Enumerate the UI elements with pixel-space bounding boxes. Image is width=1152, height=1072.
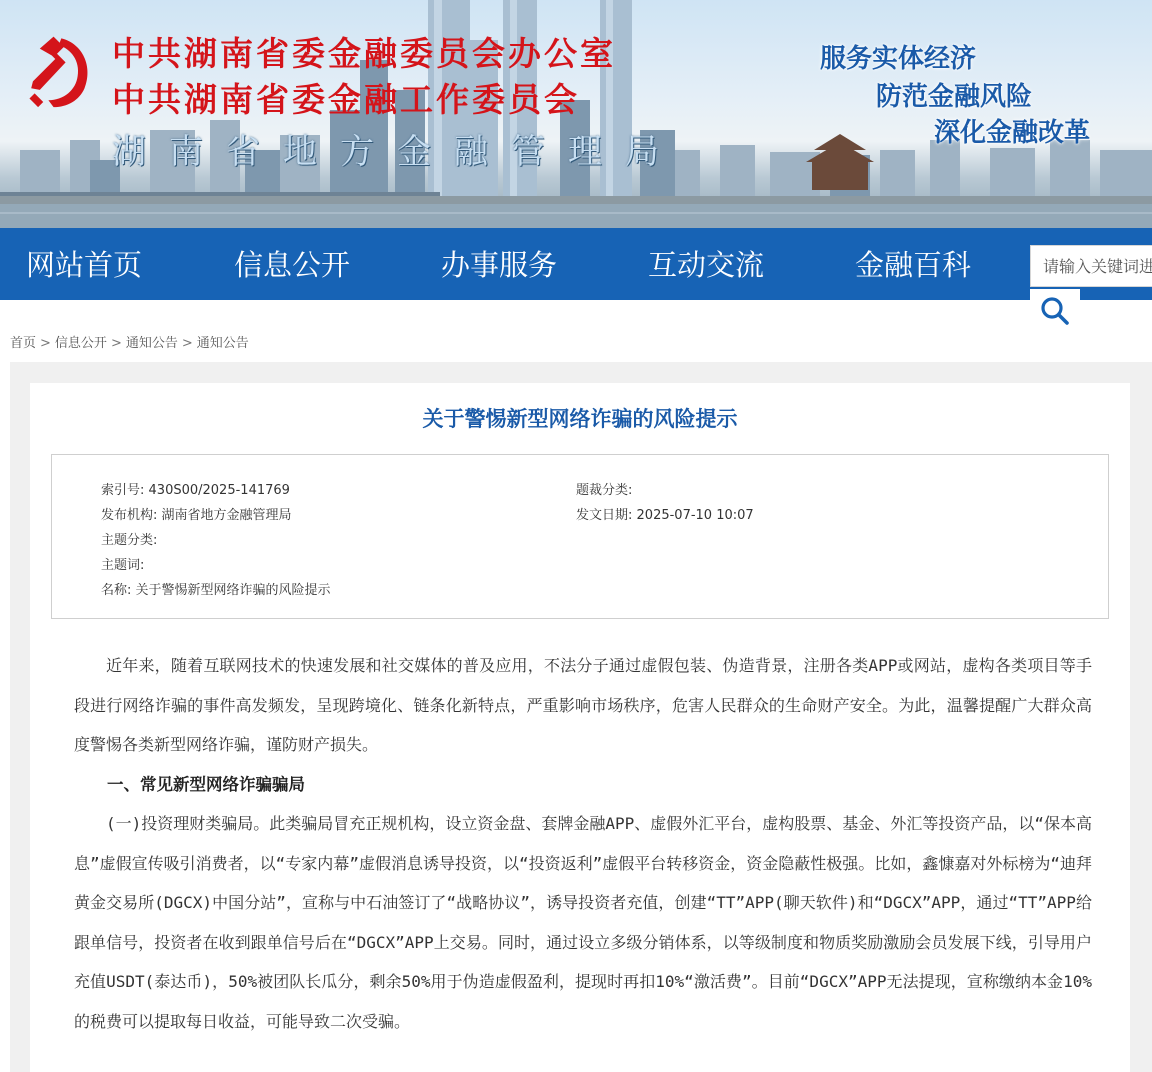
meta-date-label: 发文日期: bbox=[576, 508, 633, 523]
breadcrumb-separator: > bbox=[181, 336, 193, 351]
nav-item-interaction[interactable]: 互动交流 bbox=[648, 248, 765, 282]
breadcrumb-home[interactable]: 首页 bbox=[10, 336, 37, 351]
meta-genre bbox=[576, 479, 632, 498]
meta-publisher-value: 湖南省地方金融管理局 bbox=[161, 508, 292, 523]
org-name-line-3: 湖南省地方金融管理局 bbox=[112, 132, 682, 172]
meta-date-value: 2025-07-10 10:07 bbox=[636, 508, 754, 523]
breadcrumb-separator: > bbox=[110, 336, 122, 351]
meta-keywords bbox=[101, 554, 144, 573]
meta-index-no-value: 430S00/2025-141769 bbox=[148, 483, 290, 498]
search-input[interactable] bbox=[1031, 246, 1152, 286]
nav-item-info-disclosure[interactable]: 信息公开 bbox=[234, 248, 351, 282]
search-icon bbox=[1040, 296, 1070, 326]
nav-item-home[interactable]: 网站首页 bbox=[26, 248, 143, 282]
slogan-1: 服务实体经济 bbox=[820, 44, 977, 74]
article-paragraph-1: 近年来，随着互联网技术的快速发展和社交媒体的普及应用，不法分子通过虚假包装、伪造背景，注册各类APP或网站，虚构各类项目等手段进行网络诈骗的事件高发频发，呈现跨境化、链条化新特点，严重影响市场秩序，危害人民群众的生命财产安全。为此，温馨提醒广大群众高度警惕各类新型网络诈骗，谨防财产损失。 bbox=[74, 656, 1092, 754]
meta-index-no-label: 索引号: bbox=[101, 483, 145, 498]
main-nav bbox=[0, 228, 1152, 300]
meta-name bbox=[101, 579, 331, 598]
slogan-3: 深化金融改革 bbox=[934, 118, 1091, 148]
article-body bbox=[74, 646, 1092, 1041]
nav-item-services[interactable]: 办事服务 bbox=[441, 248, 558, 282]
article-heading-1: 一、常见新型网络诈骗骗局 bbox=[107, 774, 305, 794]
meta-keywords-label: 主题词: bbox=[101, 558, 145, 573]
meta-genre-label: 题裁分类: bbox=[576, 483, 633, 498]
org-name-line-2: 中共湖南省委金融工作委员会 bbox=[112, 80, 580, 119]
breadcrumb-separator: > bbox=[40, 336, 51, 351]
breadcrumb bbox=[10, 332, 249, 351]
article-title: 关于警惕新型网络诈骗的风险提示 bbox=[422, 407, 738, 431]
meta-topic-label: 主题分类: bbox=[101, 533, 158, 548]
search-button[interactable] bbox=[1030, 289, 1080, 333]
meta-publisher bbox=[101, 504, 292, 523]
site-banner bbox=[0, 0, 1152, 228]
breadcrumb-notices[interactable]: 通知公告 bbox=[125, 336, 178, 351]
nav-item-finance-wiki[interactable]: 金融百科 bbox=[855, 248, 972, 282]
meta-publisher-label: 发布机构: bbox=[101, 508, 158, 523]
search-box bbox=[1030, 245, 1152, 287]
meta-index-no bbox=[101, 479, 290, 498]
slogan-2: 防范金融风险 bbox=[876, 82, 1033, 112]
breadcrumb-notices-current[interactable]: 通知公告 bbox=[196, 336, 249, 351]
article-paragraph-2: (一)投资理财类骗局。此类骗局冒充正规机构，设立资金盘、套牌金融APP、虚假外汇平台，虚构股票、基金、外汇等投资产品，以“保本高息”虚假宣传吸引消费者，以“专家内幕”虚假消息诱导投资，以“投资返利”虚假平台转移资金，资金隐蔽性极强。比如，鑫慷嘉对外标榜为“迪拜黄金交易所(DGCX)中国分站”，宣称与中石油签订了“战略协议”，诱导投资者充值，创建“TT”APP(聊天软件)和“DGCX”APP，通过“TT”APP给跟单信号，投资者在收到跟单信号后在“DGCX”APP上交易。同时，通过设立多级分销体系，以等级制度和物质奖励激励会员发展下线，引导用户充值USDT(泰达币)，50%被团队长瓜分，剩余50%用于伪造虚假盈利，提现时再扣10%“激活费”。目前“DGCX”APP无法提现，宣称缴纳本金10%的税费可以提取每日收益，可能导致二次受骗。 bbox=[74, 814, 1092, 1031]
meta-topic bbox=[101, 529, 157, 548]
breadcrumb-info-disclosure[interactable]: 信息公开 bbox=[54, 336, 107, 351]
meta-date bbox=[576, 504, 754, 523]
party-emblem-icon bbox=[14, 28, 100, 114]
org-name-line-1: 中共湖南省委金融委员会办公室 bbox=[112, 34, 616, 73]
meta-name-label: 名称: bbox=[101, 583, 132, 598]
meta-name-value: 关于警惕新型网络诈骗的风险提示 bbox=[135, 583, 331, 598]
